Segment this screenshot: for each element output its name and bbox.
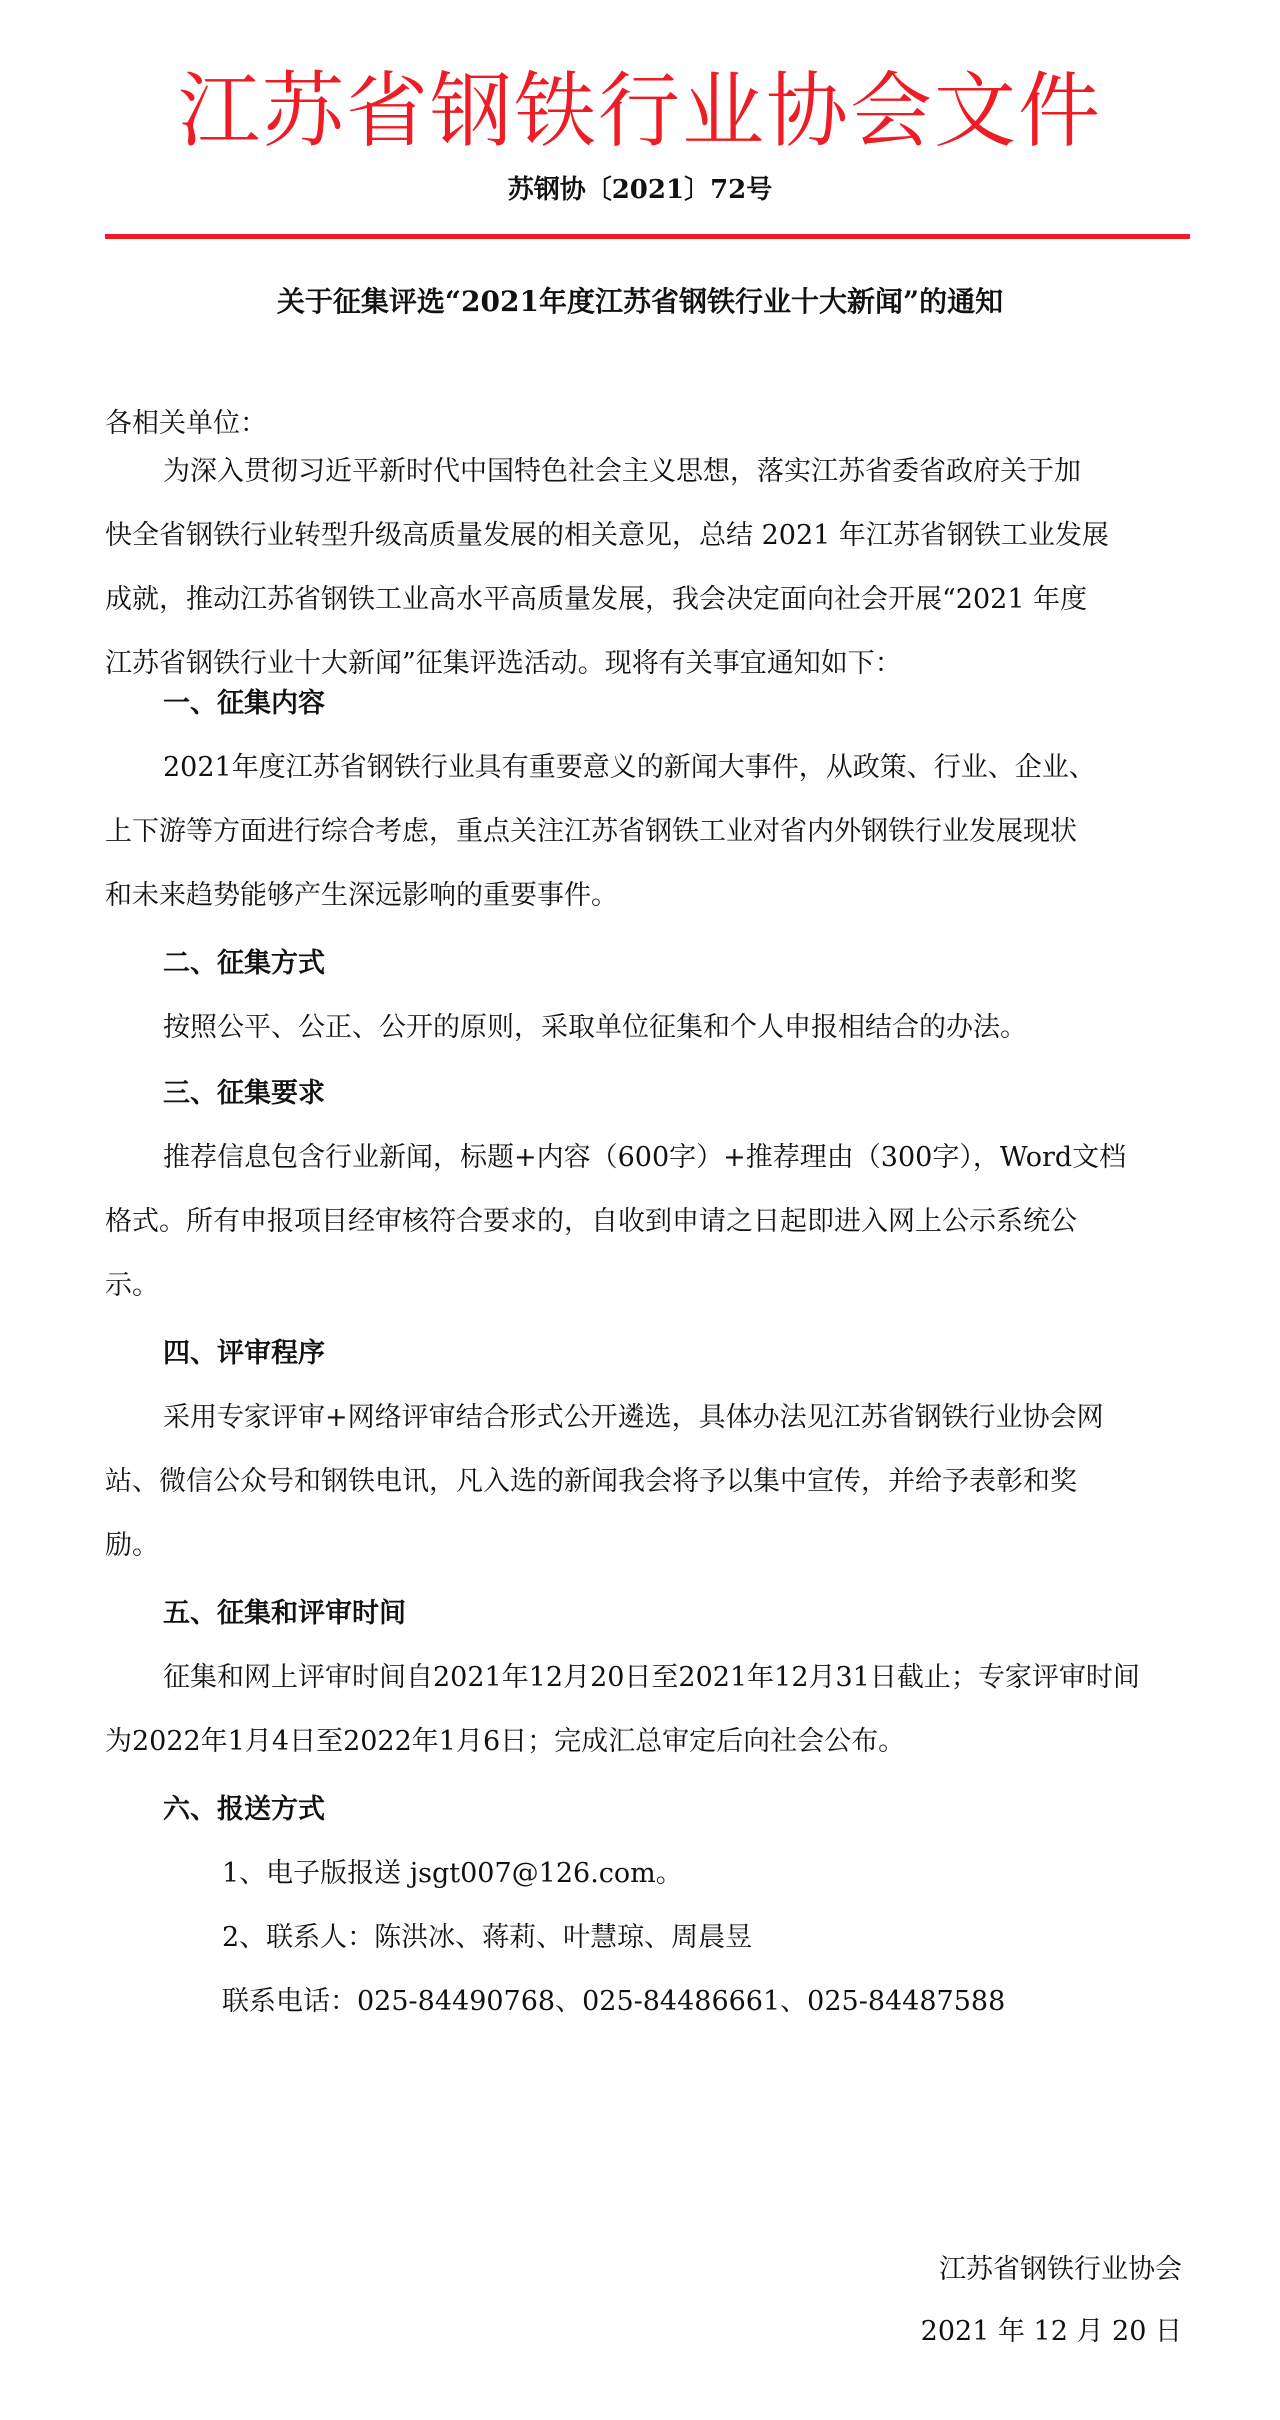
section-body-5 (105, 1646, 1190, 1774)
section-heading-1: 一、征集内容 (163, 688, 325, 719)
section-body-4 (105, 1386, 1190, 1578)
section-body-3 (105, 1126, 1190, 1318)
intro-line: 为深入贯彻习近平新时代中国特色社会主义思想，落实江苏省委省政府关于加 (163, 456, 1081, 487)
letterhead-title: 江苏省钢铁行业协会文件 (177, 64, 1102, 159)
red-divider-rule (105, 234, 1190, 239)
section-line: 上下游等方面进行综合考虑，重点关注江苏省钢铁工业对省内外钢铁行业发展现状 (105, 816, 1077, 847)
section-body-1 (105, 736, 1190, 928)
section-line: 站、微信公众号和钢铁电讯，凡入选的新闻我会将予以集中宣传，并给予表彰和奖 (105, 1466, 1077, 1497)
submission-email: 1、电子版报送 jsgt007@126.com。 (222, 1858, 683, 1889)
section-heading-5: 五、征集和评审时间 (163, 1598, 406, 1629)
section-body-2 (105, 996, 1190, 1060)
submission-contacts: 2、联系人：陈洪冰、蒋莉、叶慧琼、周晨昱 (222, 1922, 753, 1953)
section-line: 2021年度江苏省钢铁行业具有重要意义的新闻大事件，从政策、行业、企业、 (163, 752, 1096, 783)
section-line: 示。 (105, 1270, 159, 1301)
section-line: 励。 (105, 1530, 159, 1561)
signature-organization: 江苏省钢铁行业协会 (939, 2254, 1182, 2285)
section-line: 为2022年1月4日至2022年1月6日；完成汇总审定后向社会公布。 (105, 1726, 906, 1757)
intro-line: 快全省钢铁行业转型升级高质量发展的相关意见，总结 2021 年江苏省钢铁工业发展 (105, 520, 1109, 551)
section-line: 采用专家评审+网络评审结合形式公开遴选，具体办法见江苏省钢铁行业协会网 (163, 1402, 1104, 1433)
section-line: 推荐信息包含行业新闻，标题+内容（600字）+推荐理由（300字），Word文档 (163, 1142, 1127, 1173)
signature-date: 2021 年 12 月 20 日 (920, 2316, 1182, 2347)
intro-line: 江苏省钢铁行业十大新闻”征集评选活动。现将有关事宜通知如下： (105, 648, 902, 679)
submission-phone: 联系电话：025-84490768、025-84486661、025-84487588 (222, 1986, 1006, 2017)
section-line: 按照公平、公正、公开的原则，采取单位征集和个人申报相结合的办法。 (163, 1012, 1027, 1043)
section-line: 征集和网上评审时间自2021年12月20日至2021年12月31日截止；专家评审时间 (163, 1662, 1140, 1693)
section-heading-3: 三、征集要求 (163, 1078, 325, 1109)
section-line: 和未来趋势能够产生深远影响的重要事件。 (105, 880, 618, 911)
salutation-text: 各相关单位： (105, 408, 267, 439)
intro-paragraph (105, 440, 1190, 696)
section-heading-4: 四、评审程序 (163, 1338, 325, 1369)
document-number: 苏钢协〔2021〕72号 (507, 175, 773, 205)
section-heading-2: 二、征集方式 (163, 948, 325, 979)
section-line: 格式。所有申报项目经审核符合要求的，自收到申请之日起即进入网上公示系统公 (105, 1206, 1077, 1237)
notice-title: 关于征集评选“2021年度江苏省钢铁行业十大新闻”的通知 (276, 285, 1004, 318)
intro-line: 成就，推动江苏省钢铁工业高水平高质量发展，我会决定面向社会开展“2021 年度 (105, 584, 1088, 615)
section-heading-6: 六、报送方式 (163, 1794, 325, 1825)
